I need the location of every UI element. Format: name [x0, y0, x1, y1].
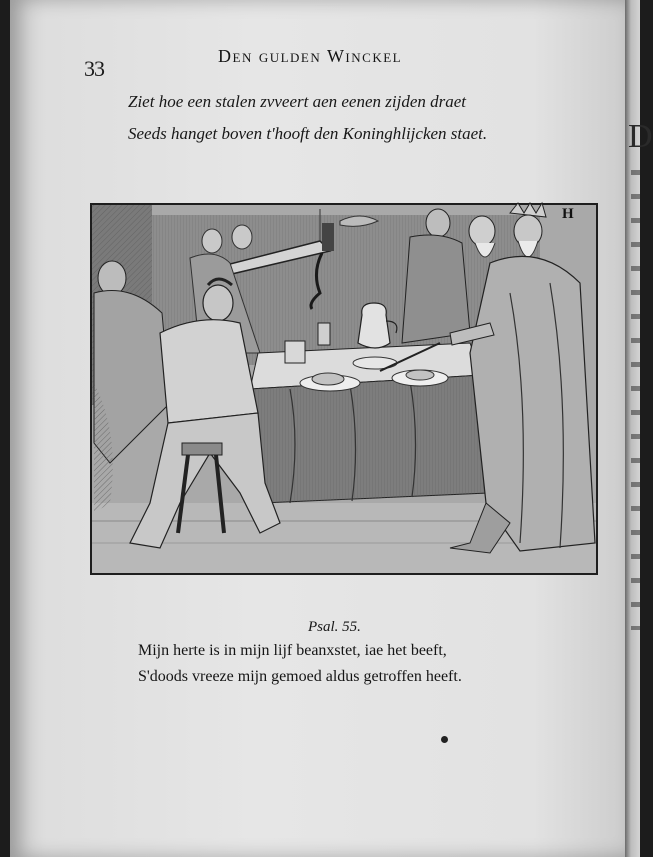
- running-head: Den gulden Winckel: [218, 46, 403, 66]
- next-page-edge: [625, 0, 653, 857]
- next-page-initial: D: [628, 118, 653, 155]
- page-number: 33: [84, 56, 104, 81]
- plate-letter: H: [562, 206, 574, 222]
- engraving-illustration: [90, 203, 598, 575]
- ink-spot: [441, 736, 448, 743]
- next-page-text-fragments: [631, 170, 640, 630]
- engraving-drawing: [90, 203, 598, 575]
- verse-line-2: S'doods vreeze mijn gemoed aldus getroffen heeft.: [138, 668, 462, 685]
- motto-line-2: Seeds hanget boven t'hooft den Koninghlijcken staet.: [128, 124, 488, 143]
- psalm-reference: Psal. 55.: [308, 619, 361, 635]
- motto-line-1: Ziet hoe een stalen zvveert aen eenen zijden draet: [128, 92, 466, 111]
- verse-line-1: Mijn herte is in mijn lijf beanxstet, iae het beeft,: [138, 642, 447, 659]
